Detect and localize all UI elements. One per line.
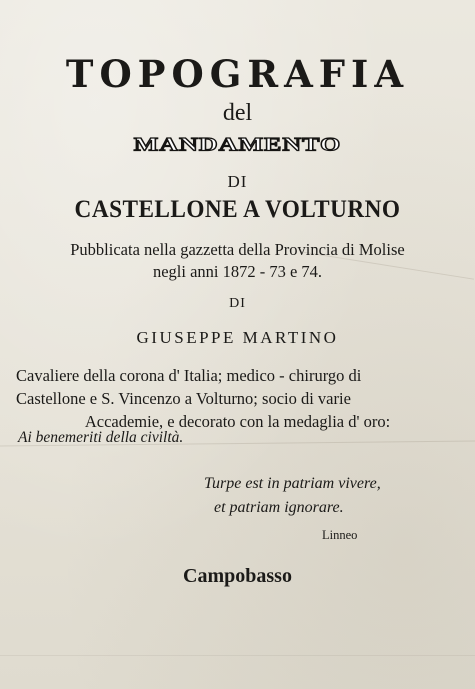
motto-attribution: Linneo — [322, 528, 358, 542]
paper-fold — [0, 655, 475, 656]
title-del: del — [222, 100, 253, 126]
credential-line: Accademie, e decorato con la medaglia d' oro: — [84, 412, 391, 431]
motto-line: Turpe est in patriam vivere, — [204, 475, 381, 492]
credential-line: Castellone e S. Vincenzo a Volturno; socio di varie — [16, 389, 351, 408]
title-place-name: CASTELLONE A VOLTURNO — [74, 196, 401, 223]
author-name: GIUSEPPE MARTINO — [136, 328, 339, 347]
title-mandamento: MANDAMENTO — [133, 134, 342, 155]
motto-line: et patriam ignorare. — [214, 499, 344, 516]
credential-line: Ai benemeriti della civiltà. — [18, 429, 184, 446]
publication-line-2: negli anni 1872 - 73 e 74. — [152, 262, 323, 281]
title-di: DI — [227, 172, 248, 191]
publication-line-1: Pubblicata nella gazzetta della Provincia di Molise — [70, 240, 405, 259]
imprint-place: Campobasso — [183, 565, 292, 587]
author-di: DI — [229, 296, 246, 311]
credential-line: Cavaliere della corona d' Italia; medico - chirurgo di — [16, 366, 362, 385]
document-title: TOPOGRAFIA — [65, 52, 410, 96]
